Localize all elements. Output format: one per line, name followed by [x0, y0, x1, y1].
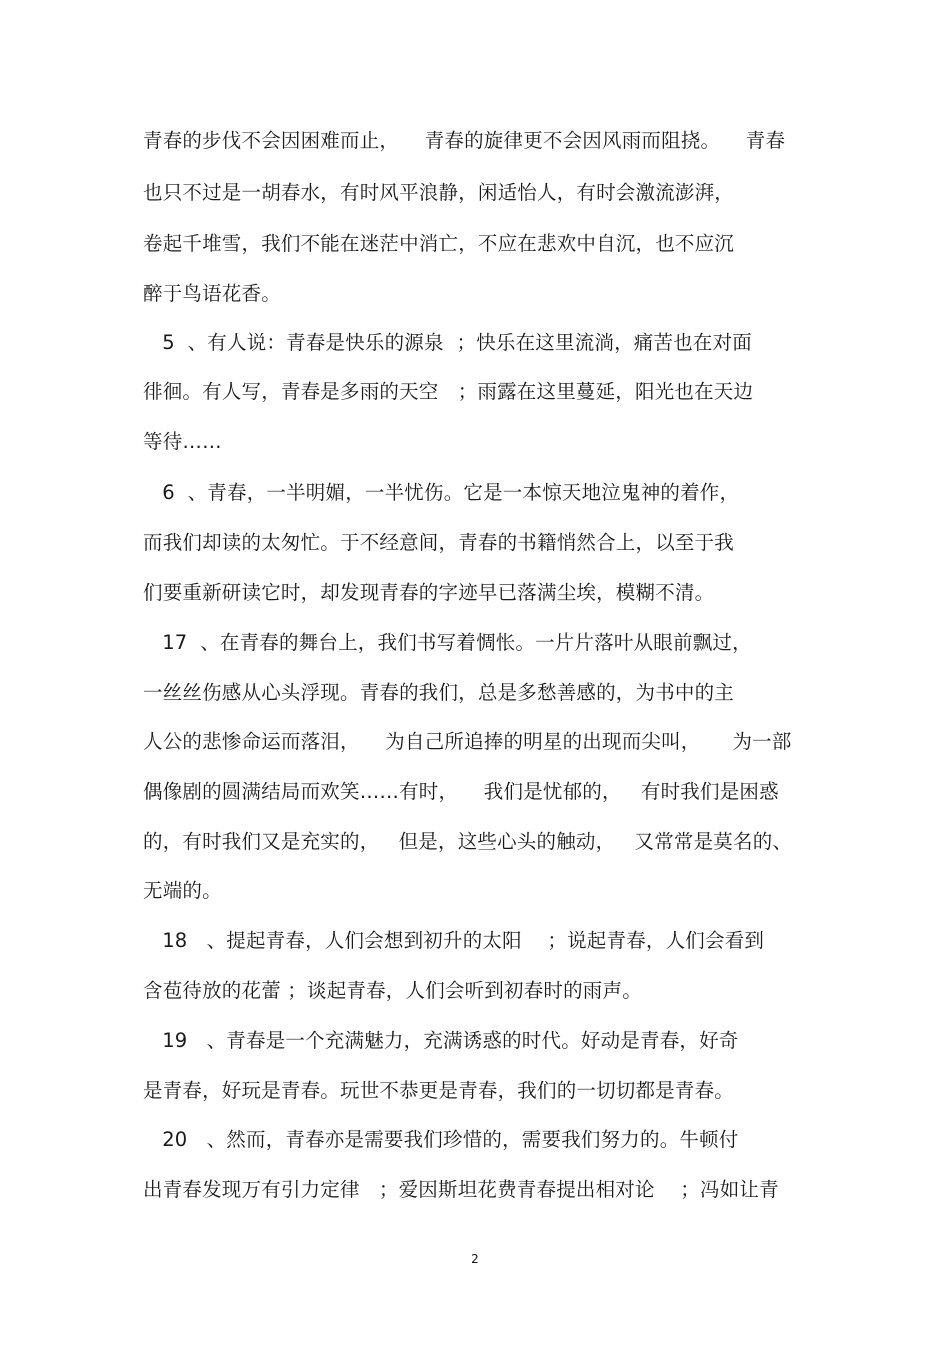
text-line: 而我们却读的太匆忙。于不经意间，青春的书籍悄然合上，以至于我	[143, 531, 735, 554]
text-line: 徘徊。有人写，青春是多雨的天空 ；雨露在这里蔓延，阳光也在天边	[143, 380, 754, 403]
text-line: 人公的悲惨命运而落泪， 为自己所追捧的明星的出现而尖叫， 为一部	[143, 730, 792, 753]
text-line: 们要重新研读它时，却发现青春的字迹早已落满尘埃，模糊不清。	[143, 581, 715, 604]
text-line: 含苞待放的花蕾 ；谈起青春，人们会听到初春时的雨声。	[143, 979, 642, 1002]
text-line: 是青春，好玩是青春。玩世不恭更是青春，我们的一切切都是青春。	[143, 1079, 735, 1102]
text-line: 也只不过是一胡春水，有时风平浪静，闲适怡人，有时会激流澎湃，	[143, 181, 735, 204]
text-line: 醉于鸟语花香。	[143, 282, 281, 305]
text-line: 偶像剧的圆满结局而欢笑……有时， 我们是忧郁的， 有时我们是困惑	[143, 780, 779, 803]
text-line: 青春的步伐不会因困难而止， 青春的旋律更不会因风雨而阻挠。 青春	[143, 129, 786, 152]
text-line: 出青春发现万有引力定律 ；爱因斯坦花费青春提出相对论 ；冯如让青	[143, 1178, 779, 1201]
text-line: 等待……	[143, 430, 222, 453]
text-line: 20 、然而，青春亦是需要我们珍惜的，需要我们努力的。牛顿付	[143, 1128, 739, 1151]
text-line: 5 、有人说：青春是快乐的源泉 ；快乐在这里流淌，痛苦也在对面	[143, 331, 752, 354]
page-number: 2	[471, 1252, 479, 1266]
text-line: 19 、青春是一个充满魅力，充满诱惑的时代。好动是青春，好奇	[143, 1029, 739, 1052]
text-line: 的，有时我们又是充实的， 但是，这些心头的触动， 又常常是莫名的、	[143, 830, 793, 853]
text-line: 一丝丝伤感从心头浮现。青春的我们，总是多愁善感的，为书中的主	[143, 681, 735, 704]
text-line: 无端的。	[143, 879, 222, 902]
text-line: 6 、青春，一半明媚，一半忧伤。它是一本惊天地泣鬼神的着作，	[143, 481, 740, 504]
text-line: 18 、提起青春，人们会想到初升的太阳 ；说起青春，人们会看到	[143, 929, 765, 952]
text-line: 17 、在青春的舞台上，我们书写着惆怅。一片片落叶从眼前飘过，	[143, 631, 752, 654]
text-line: 卷起千堆雪，我们不能在迷茫中消亡，不应在悲欢中自沉，也不应沉	[143, 232, 735, 255]
